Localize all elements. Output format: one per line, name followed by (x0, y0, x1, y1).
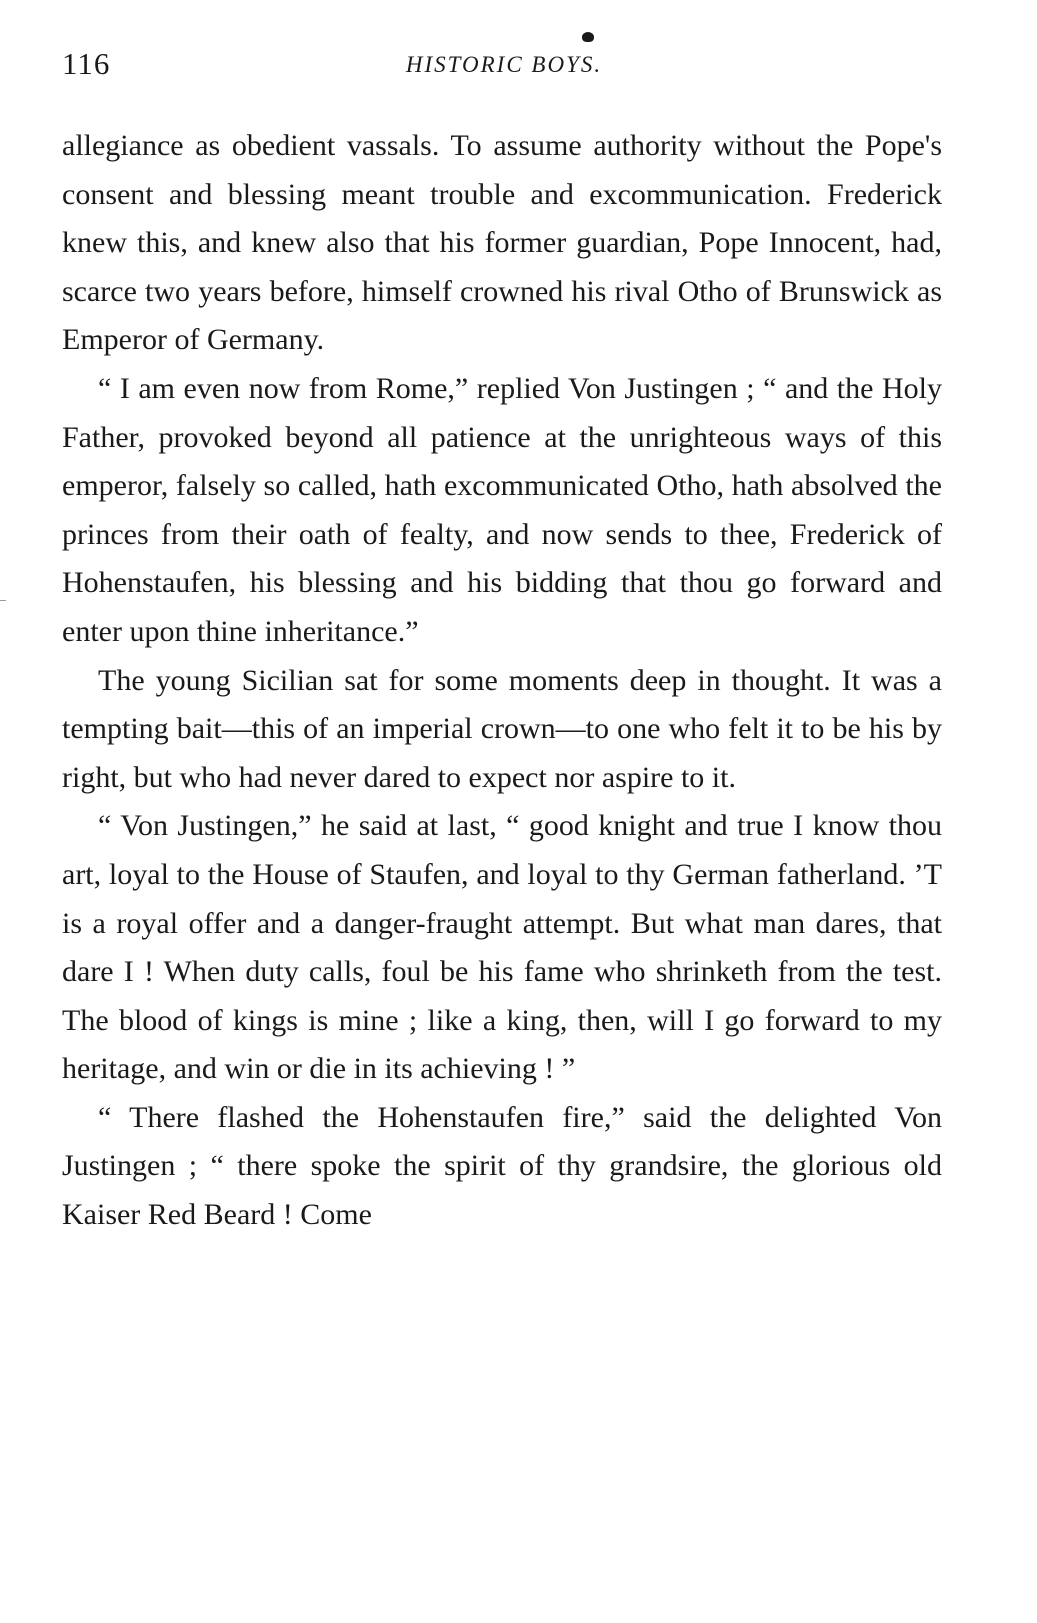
page-header (62, 46, 946, 86)
paragraph: The young Sicilian sat for some moments deep in thought. It was a tempting bait—this of an imperial crown—to one who felt it to be his by right, but who had never dared to expect nor aspire to it. (62, 663, 942, 794)
paragraph: “ Von Justingen,” he said at last, “ good knight and true I know thou art, loyal to the House of Staufen, and loyal to thy German fatherland. ’T is a royal offer and a danger-fraught attempt. But what man dares, that dare I ! When duty calls, foul be his fame who shrinketh from the test. The blood of kings is mine ; like a king, then, will I go forward to my heritage, and win or die in its achieving ! ” (62, 809, 942, 1086)
margin-mark (0, 600, 6, 601)
body-text (62, 122, 942, 1240)
running-head: HISTORIC BOYS. (405, 52, 603, 77)
printer-ornament-icon (582, 32, 594, 42)
paragraph: “ There flashed the Hohenstaufen fire,” said the delighted Von Justingen ; “ there spoke the spirit of thy grandsire, the glorious old Kaiser Red Beard ! Come (62, 1100, 942, 1232)
page-number: 116 (62, 46, 111, 81)
paragraph: “ I am even now from Rome,” replied Von Justingen ; “ and the Holy Father, provoked beyond all patience at the unrighteous ways of this emperor, falsely so called, hath excommunicated Otho, hath absolved the princes from their oath of fealty, and now sends to thee, Frederick of Hohenstaufen, his blessing and his bidding that thou go forward and enter upon thine inheritance.” (62, 371, 942, 648)
paragraph: allegiance as obedient vassals. To assume authority without the Pope's consent and blessing meant trouble and excommunication. Frederick knew this, and knew also that his former guardian, Pope Innocent, had, scarce two years before, himself crowned his rival Otho of Brunswick as Emperor of Germany. (62, 129, 942, 357)
